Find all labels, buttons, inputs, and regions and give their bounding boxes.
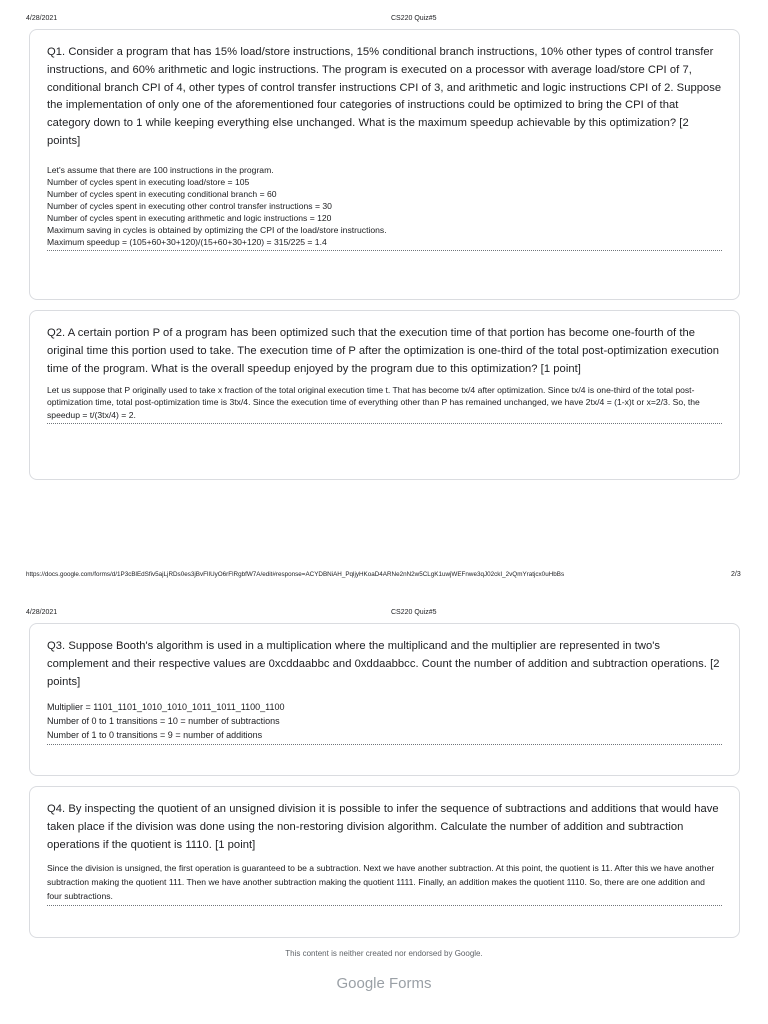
answer-text [47, 164, 722, 252]
google-forms-logo[interactable] [0, 975, 768, 992]
answer-line: Let's assume that there are 100 instructions in the program. [47, 164, 274, 175]
question-text: Q1. Consider a program that has 15% load/store instructions, 15% conditional branch instructions, 10% other types of control transfer instructions, and 60% arithmetic and logic instructions. The program is executed on a processor with average load/store CPI of 7, conditional branch CPI of 4, other types of control transfer instructions CPI of 3, and arithmetic and logic instructions CPI of 2. Suppose the implementation of only one of the aforementioned four categories of instructions could be optimized to bring the CPI of that category down to 1 while keeping everything else unchanged. What is the maximum speedup achievable by this optimization? [2 points] [47, 46, 722, 147]
answer-line: Number of cycles spent in executing conditional branch = 60 [47, 188, 277, 199]
answer-line: Number of 0 to 1 transitions = 10 = number of subtractions [47, 716, 280, 727]
answer-line: Number of cycles spent in executing other control transfer instructions = 30 [47, 201, 332, 212]
print-date: 4/28/2021 [26, 15, 58, 22]
answer-line: Multiplier = 1101_1101_1010_1010_1011_1011_1100_1100 [47, 702, 285, 713]
question-card-q2 [29, 310, 740, 480]
question-text: Q3. Suppose Booth's algorithm is used in a multiplication where the multiplicand and the multiplier are represented in two's complement and their respective values are 0xcddaabbc and 0xddaabbcc. Count the number of addition and subtraction operations. [2 points] [47, 640, 720, 688]
answer-line: Number of cycles spent in executing arithmetic and logic instructions = 120 [47, 213, 332, 224]
question-card-q4 [29, 786, 740, 938]
question-card-q1 [29, 29, 740, 300]
google-wordmark: Google [336, 975, 385, 992]
question-card-q3 [29, 623, 740, 776]
question-text: Q2. A certain portion P of a program has been optimized such that the execution time of that portion has become one-fourth of the original time this portion used to take. The execution time of P after the optimization is one-third of the total post-optimization execution time of the program. What is the overall speedup enjoyed by the program due to this optimization? [1 point] [47, 327, 720, 375]
answer-line: Number of 1 to 0 transitions = 9 = number of additions [47, 730, 263, 741]
answer-line: Number of cycles spent in executing load/store = 105 [47, 176, 250, 187]
disclaimer-text: This content is neither created nor endorsed by Google. [285, 949, 483, 958]
print-title: CS220 Quiz#5 [391, 609, 437, 616]
forms-wordmark: Forms [389, 975, 432, 992]
print-date: 4/28/2021 [26, 609, 58, 616]
answer-text: Since the division is unsigned, the first operation is guaranteed to be a subtraction. Next we have another subtraction. At this point, the quotient is 11. After this we have another subtraction making the quotient 111. Then we have another subtraction making the quotient 1111. Finally, an addition makes the quotient 1110. So, there are one addition and four subtractions. [47, 861, 722, 906]
answer-text: Let us suppose that P originally used to take x fraction of the total original execution time t. That has become tx/4 after optimization. Since tx/4 is one-third of the total post-optimization time, total post-optimization time is 3tx/4. Since the execution time of everything other than P has remained unchanged, we have 2tx/4 = (1-x)t or x=2/3. So, the speedup = t/(3tx/4) = 2. [47, 384, 722, 423]
answer-text [47, 700, 722, 745]
print-title: CS220 Quiz#5 [391, 15, 437, 22]
question-text: Q4. By inspecting the quotient of an unsigned division it is possible to infer the sequence of subtractions and additions that would have taken place if the division was done using the non-restoring division algorithm. Calculate the number of addition and subtraction operations if the quotient is 1110. [1 point] [47, 803, 719, 851]
print-url: https://docs.google.com/forms/d/1P3cBlEdSfiv5ajLjRDs0es3jBvFlIUyO6rFlRgbfW7A/edit#response=ACYDBNiAH_PqljyHKoaD4ARNe2nN2w5CLgK1uwjWEFnwe3qJ02ckI_2vQmYratjcx0uHbBs [26, 571, 565, 578]
answer-line: Maximum saving in cycles is obtained by optimizing the CPI of the load/store instructions. [47, 225, 387, 236]
answer-line: Maximum speedup = (105+60+30+120)/(15+60+30+120) = 315/225 = 1.4 [47, 237, 327, 248]
print-page-number: 2/3 [731, 571, 741, 578]
